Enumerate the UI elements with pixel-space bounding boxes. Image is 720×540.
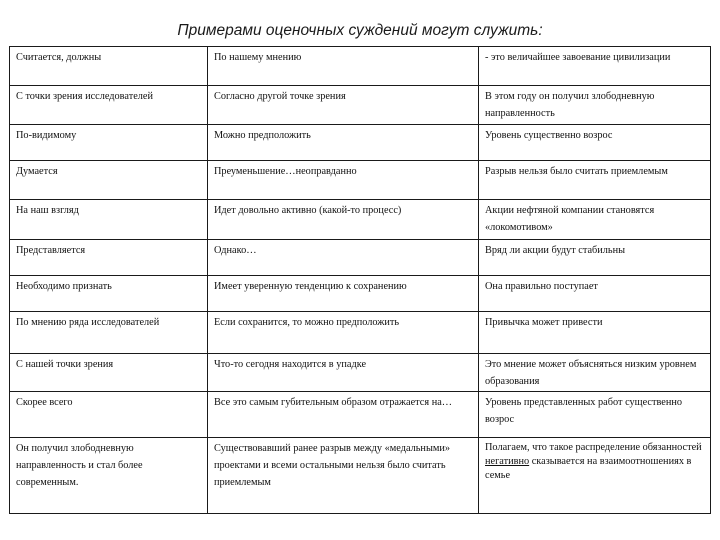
- table-cell: Можно предположить: [208, 125, 479, 161]
- table-cell: Вряд ли акции будут стабильны: [479, 240, 711, 276]
- table-cell: Согласно другой точке зрения: [208, 86, 479, 125]
- table-cell: [479, 438, 711, 514]
- table-cell: Он получил злободневную направленность и стал более современным.: [10, 438, 208, 514]
- table-cell: С точки зрения исследователей: [10, 86, 208, 125]
- table-cell: Если сохранится, то можно предположить: [208, 312, 479, 354]
- table-row: [10, 161, 711, 200]
- table-row: [10, 438, 711, 514]
- cell-text-part: Полагаем, что такое распределение обязанностей: [485, 442, 702, 453]
- page-title: Примерами оценочных суждений могут служить:: [177, 22, 543, 39]
- cell-text-part: сказывается на взаимоотношениях в семье: [485, 456, 692, 481]
- table-cell: - это величайшее завоевание цивилизации: [479, 47, 711, 86]
- table-row: [10, 86, 711, 125]
- table-cell: По мнению ряда исследователей: [10, 312, 208, 354]
- table-cell: Все это самым губительным образом отражается на…: [208, 392, 479, 438]
- table-row: [10, 240, 711, 276]
- table-row: [10, 312, 711, 354]
- table-cell: Разрыв нельзя было считать приемлемым: [479, 161, 711, 200]
- table-cell: Существовавший ранее разрыв между «медальными» проектами и всеми остальными нельзя было считать приемлемым: [208, 438, 479, 514]
- table-cell: Это мнение может объясняться низким уровнем образования: [479, 354, 711, 392]
- table-cell: Скорее всего: [10, 392, 208, 438]
- table-row: [10, 200, 711, 240]
- table-cell: Преуменьшение…неоправданно: [208, 161, 479, 200]
- table-row: [10, 276, 711, 312]
- table-cell: Она правильно поступает: [479, 276, 711, 312]
- table-cell: Однако…: [208, 240, 479, 276]
- table-cell: Думается: [10, 161, 208, 200]
- table-row: [10, 47, 711, 86]
- table-cell: Что-то сегодня находится в упадке: [208, 354, 479, 392]
- table-cell: Привычка может привести: [479, 312, 711, 354]
- table-cell: Имеет уверенную тенденцию к сохранению: [208, 276, 479, 312]
- table-cell: С нашей точки зрения: [10, 354, 208, 392]
- table-cell: По нашему мнению: [208, 47, 479, 86]
- table-cell: Уровень представленных работ существенно возрос: [479, 392, 711, 438]
- table-row: [10, 354, 711, 392]
- underlined-word: негативно: [485, 456, 530, 467]
- table-row: [10, 125, 711, 161]
- phrases-table: [9, 46, 711, 514]
- table-cell: В этом году он получил злободневную направленность: [479, 86, 711, 125]
- table-cell: Необходимо признать: [10, 276, 208, 312]
- table-cell: Уровень существенно возрос: [479, 125, 711, 161]
- table-cell: По-видимому: [10, 125, 208, 161]
- table-cell: Акции нефтяной компании становятся «локомотивом»: [479, 200, 711, 240]
- table-cell: Представляется: [10, 240, 208, 276]
- table-row: [10, 392, 711, 438]
- table-cell: На наш взгляд: [10, 200, 208, 240]
- table-cell: Идет довольно активно (какой-то процесс): [208, 200, 479, 240]
- table-cell: Считается, должны: [10, 47, 208, 86]
